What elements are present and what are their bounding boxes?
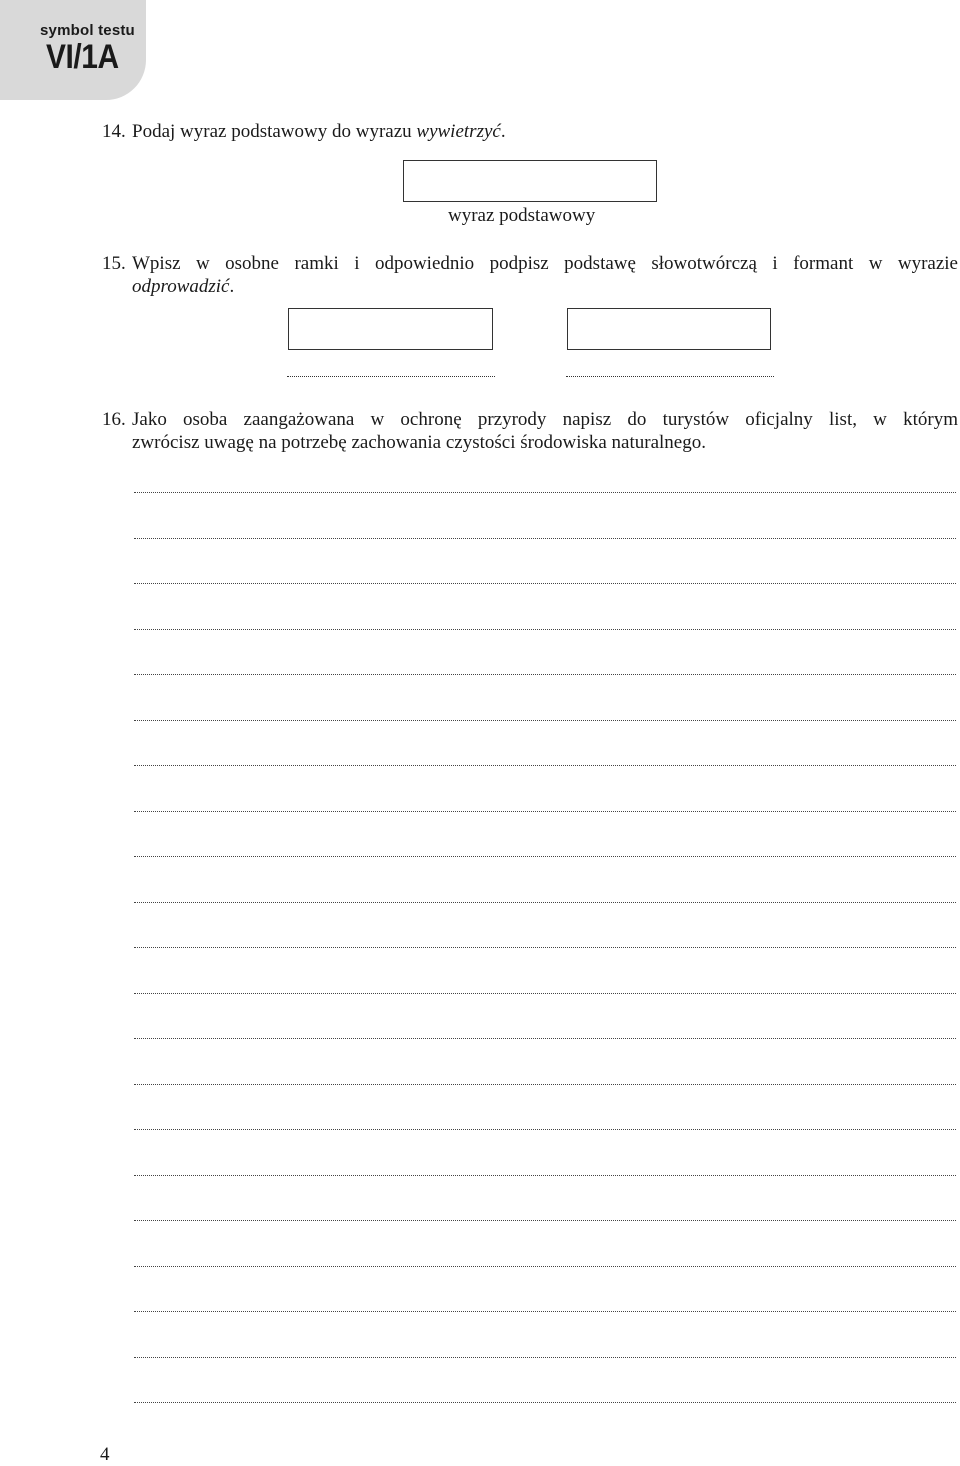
q15-line1: Wpisz w osobne ramki i odpowiednio podpisz podstawę słowotwórczą i formant w wyrazie bbox=[132, 253, 958, 274]
answer-line[interactable] bbox=[134, 491, 956, 493]
q15-period: . bbox=[229, 276, 235, 297]
answer-line[interactable] bbox=[134, 1265, 956, 1267]
answer-line[interactable] bbox=[134, 537, 956, 539]
page-number: 4 bbox=[100, 1444, 110, 1465]
q16-line1: Jako osoba zaangażowana w ochronę przyrody napisz do turystów oficjalny list, w którym bbox=[132, 409, 958, 430]
answer-line[interactable] bbox=[134, 673, 956, 675]
answer-line[interactable] bbox=[134, 628, 956, 630]
q15-number: 15. bbox=[102, 253, 126, 274]
answer-line[interactable] bbox=[134, 1083, 956, 1085]
q14-word: wywietrzyć bbox=[416, 121, 501, 142]
q14-answer-box[interactable] bbox=[403, 160, 657, 202]
q15-base-label-line[interactable] bbox=[287, 364, 495, 377]
q16-number: 16. bbox=[102, 409, 126, 430]
q15-word: odprowadzić bbox=[132, 276, 230, 297]
answer-line[interactable] bbox=[134, 719, 956, 721]
answer-line[interactable] bbox=[134, 1401, 956, 1403]
q14-box-caption: wyraz podstawowy bbox=[448, 205, 596, 226]
q14-period: . bbox=[500, 121, 506, 142]
q15-formant-box[interactable] bbox=[567, 308, 771, 350]
q15-word-line bbox=[132, 276, 234, 298]
answer-line[interactable] bbox=[134, 855, 956, 857]
answer-line[interactable] bbox=[134, 1219, 956, 1221]
answer-line[interactable] bbox=[134, 764, 956, 766]
q16-line2: zwrócisz uwagę na potrzebę zachowania czystości środowiska naturalnego. bbox=[132, 432, 706, 453]
test-symbol-tab bbox=[0, 0, 146, 100]
answer-line[interactable] bbox=[134, 1356, 956, 1358]
q14-number: 14. bbox=[102, 121, 126, 142]
answer-line[interactable] bbox=[134, 1174, 956, 1176]
answer-line[interactable] bbox=[134, 1310, 956, 1312]
answer-line[interactable] bbox=[134, 901, 956, 903]
q15-formant-label-line[interactable] bbox=[566, 364, 774, 377]
answer-line[interactable] bbox=[134, 1128, 956, 1130]
q15-base-box[interactable] bbox=[288, 308, 493, 350]
answer-line[interactable] bbox=[134, 810, 956, 812]
answer-line[interactable] bbox=[134, 992, 956, 994]
answer-line[interactable] bbox=[134, 582, 956, 584]
test-symbol-label: symbol testu bbox=[40, 22, 135, 39]
test-symbol-code: VI/1A bbox=[46, 38, 119, 76]
q14-text: Podaj wyraz podstawowy do wyrazu bbox=[132, 121, 417, 142]
q14-question bbox=[132, 121, 506, 143]
answer-line[interactable] bbox=[134, 1037, 956, 1039]
answer-line[interactable] bbox=[134, 946, 956, 948]
